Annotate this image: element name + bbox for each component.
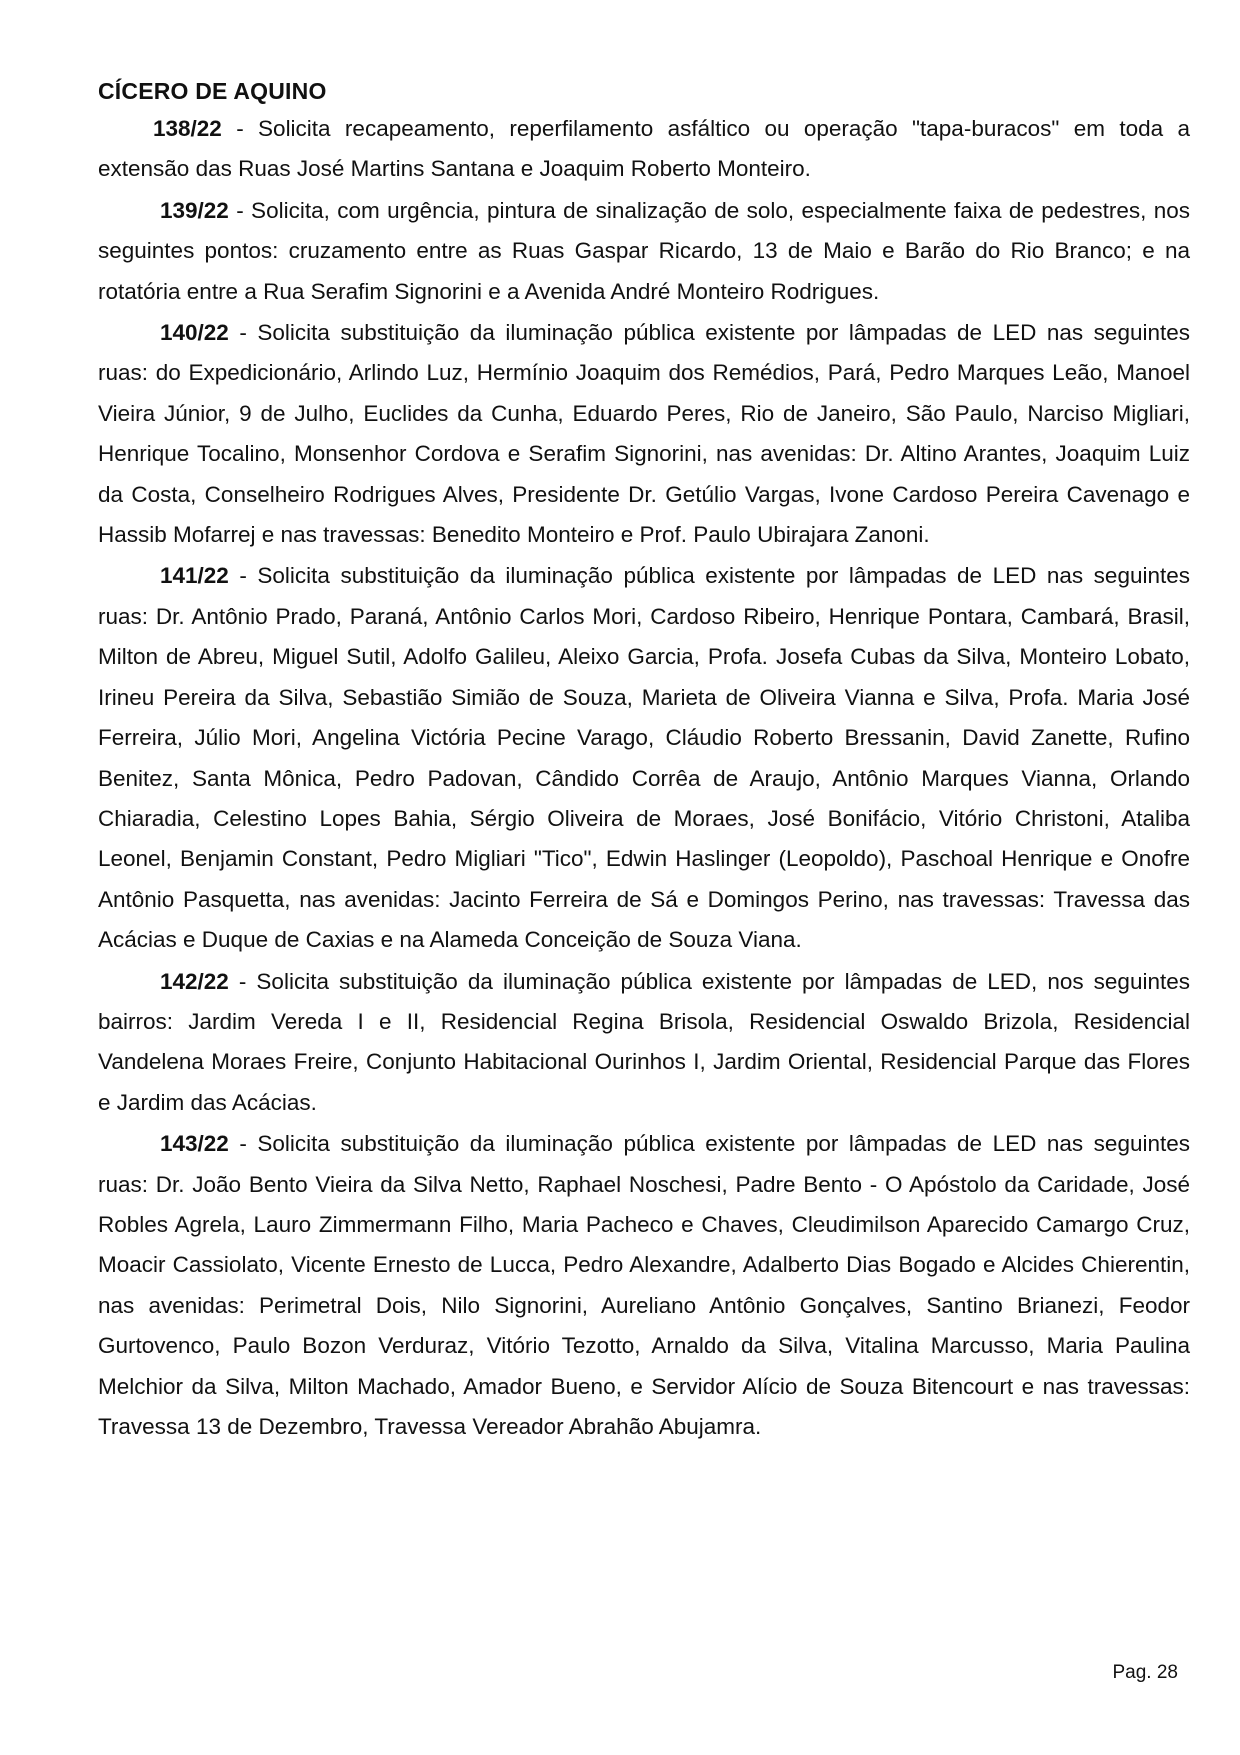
request-number: 143/22 — [160, 1131, 229, 1157]
request-item-142 — [98, 962, 1190, 1124]
request-item-143 — [98, 1124, 1190, 1447]
request-number: 141/22 — [160, 563, 229, 589]
request-number: 142/22 — [160, 968, 229, 994]
request-text: - Solicita recapeamento, reperfilamento asfáltico ou operação "tapa-buracos" em toda a extensão das Ruas José Martins Santana e Joaquim Roberto Monteiro. — [98, 116, 1190, 182]
request-text: - Solicita substituição da iluminação pública existente por lâmpadas de LED nas seguintes ruas: Dr. Antônio Prado, Paraná, Antônio Carlos Mori, Cardoso Ribeiro, Henrique Pontara, Cambará, Brasil, Milton de Abreu, Miguel Sutil, Adolfo Galileu, Aleixo Garcia, Profa. Josefa Cubas da Silva, Monteiro Lobato, Irineu Pereira da Silva, Sebastião Simião de Souza, Marieta de Oliveira Vianna e Silva, Profa. Maria José Ferreira, Júlio Mori, Angelina Victória Pecine Varago, Cláudio Roberto Bressanin, David Zanette, Rufino Benitez, Santa Mônica, Pedro Padovan, Cândido Corrêa de Araujo, Antônio Marques Vianna, Orlando Chiaradia, Celestino Lopes Bahia, Sérgio Oliveira de Moraes, José Bonifácio, Vitório Christoni, Ataliba Leonel, Benjamin Constant, Pedro Migliari "Tico", Edwin Haslinger (Leopoldo), Paschoal Henrique e Onofre Antônio Pasquetta, nas avenidas: Jacinto Ferreira de Sá e Domingos Perino, nas travessas: Travessa das Acácias e Duque de Caxias e na Alameda Conceição de Souza Viana. — [98, 563, 1190, 953]
request-number: 138/22 — [153, 116, 222, 141]
request-text: - Solicita substituição da iluminação pública existente por lâmpadas de LED, nos seguintes bairros: Jardim Vereda I e II, Residencial Regina Brisola, Residencial Oswaldo Brizola, Residencial Vandelena Moraes Freire, Conjunto Habitacional Ourinhos I, Jardim Oriental, Residencial Parque das Flores e Jardim das Acácias. — [98, 968, 1190, 1115]
page-number: Pag. 28 — [1112, 1662, 1178, 1683]
request-number: 139/22 — [160, 197, 229, 223]
author-heading: CÍCERO DE AQUINO — [98, 78, 327, 104]
request-item-138 — [98, 109, 1190, 190]
request-number: 140/22 — [160, 320, 229, 346]
request-text: - Solicita substituição da iluminação pública existente por lâmpadas de LED nas seguintes ruas: do Expedicionário, Arlindo Luz, Hermínio Joaquim dos Remédios, Pará, Pedro Marques Leão, Manoel Vieira Júnior, 9 de Julho, Euclides da Cunha, Eduardo Peres, Rio de Janeiro, São Paulo, Narciso Migliari, Henrique Tocalino, Monsenhor Cordova e Serafim Signorini, nas avenidas: Dr. Altino Arantes, Joaquim Luiz da Costa, Conselheiro Rodrigues Alves, Presidente Dr. Getúlio Vargas, Ivone Cardoso Pereira Cavenago e Hassib Mofarrej e nas travessas: Benedito Monteiro e Prof. Paulo Ubirajara Zanoni. — [98, 320, 1190, 548]
request-item-140 — [98, 313, 1190, 555]
request-item-141 — [98, 556, 1190, 960]
request-item-139 — [98, 191, 1190, 312]
request-text: - Solicita substituição da iluminação pública existente por lâmpadas de LED nas seguintes ruas: Dr. João Bento Vieira da Silva Netto, Raphael Noschesi, Padre Bento - O Apóstolo da Caridade, José Robles Agrela, Lauro Zimmermann Filho, Maria Pacheco e Chaves, Cleudimilson Aparecido Camargo Cruz, Moacir Cassiolato, Vicente Ernesto de Lucca, Pedro Alexandre, Adalberto Dias Bogado e Alcides Chierentin, nas avenidas: Perimetral Dois, Nilo Signorini, Aureliano Antônio Gonçalves, Santino Brianezi, Feodor Gurtovenco, Paulo Bozon Verduraz, Vitório Tezotto, Arnaldo da Silva, Vitalina Marcusso, Maria Paulina Melchior da Silva, Milton Machado, Amador Bueno, e Servidor Alício de Souza Bitencourt e nas travessas: Travessa 13 de Dezembro, Travessa Vereador Abrahão Abujamra. — [98, 1131, 1190, 1439]
request-text: - Solicita, com urgência, pintura de sinalização de solo, especialmente faixa de pedestres, nos seguintes pontos: cruzamento entre as Ruas Gaspar Ricardo, 13 de Maio e Barão do Rio Branco; e na rotatória entre a Rua Serafim Signorini e a Avenida André Monteiro Rodrigues. — [98, 197, 1190, 304]
document-page — [98, 78, 1190, 1448]
